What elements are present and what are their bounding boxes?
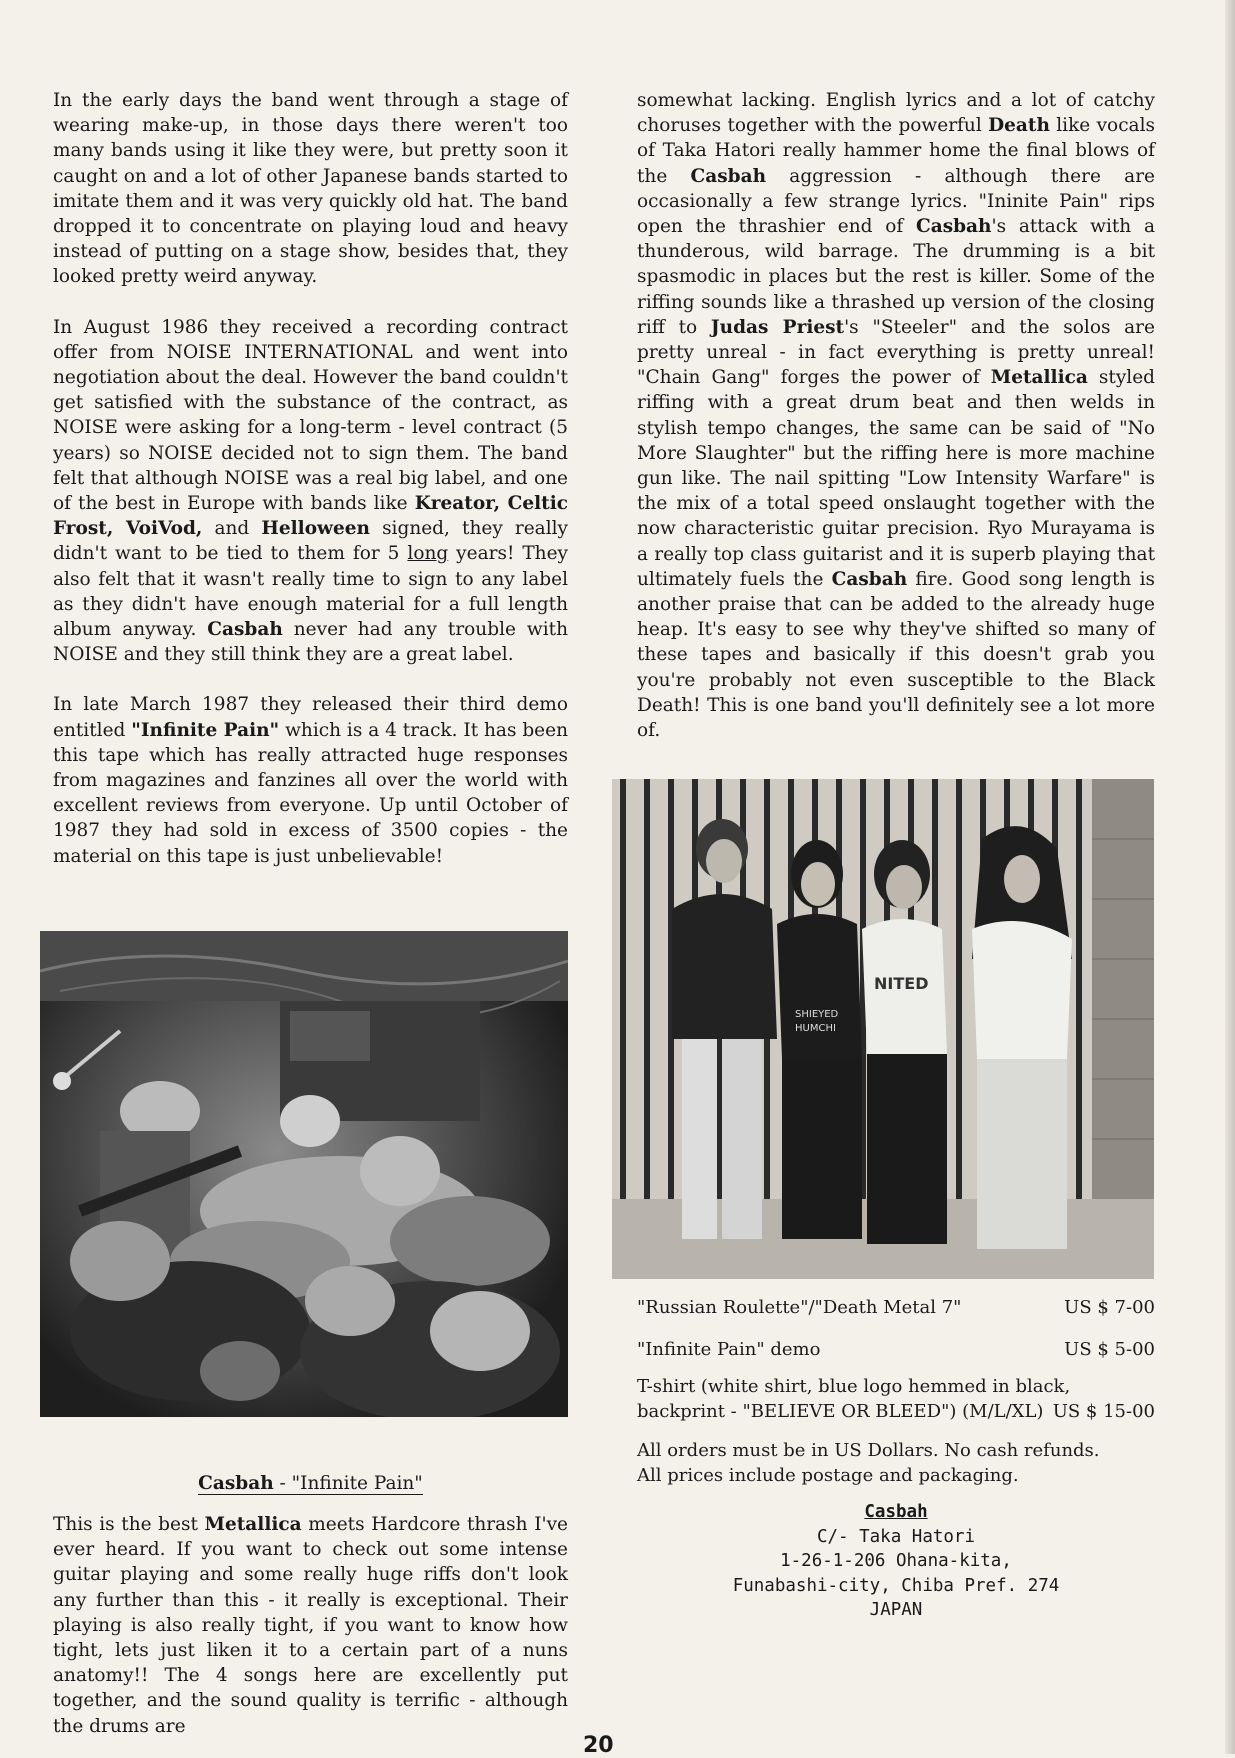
order-notes: All orders must be in US Dollars. No cash refunds. All prices include postage and packaging. [637, 1440, 1100, 1486]
review-heading: Casbah - "Infinite Pain" [198, 1473, 423, 1494]
address-name: Casbah [864, 1502, 928, 1522]
paragraph-infinite-pain: In late March 1987 they released their third demo entitled "Infinite Pain" which is a 4 track. It has been this tape which has really attracted huge responses from magazines and fanzines all over the world with excellent reviews from everyone. Up until October of 1987 they had sold in excess of 3500 copies - the material on this tape is just unbelievable! [53, 694, 568, 867]
price-demo: US $ 5-00 [1064, 1339, 1155, 1360]
right-column [637, 88, 1155, 743]
left-column [53, 88, 568, 869]
live-concert-illustration [40, 931, 568, 1417]
review-continued: somewhat lacking. English lyrics and a lot of catchy choruses together with the powerful Death like vocals of Taka Hatori really hammer home the final blows of the Casbah aggression - although there are occasionally a few strange lyrics. "Ininite Pain" rips open the thrashier end of Casbah's attack with a thunderous, wild barrage. The drumming is a bit spasmodic in places but the rest is killer. Some of the riffing sounds like a thrashed up version of the closing riff to Judas Priest's "Steeler" and the solos are pretty unreal - in fact everything is pretty unreal! "Chain Gang" forges the power of Metallica styled riffing with a great drum beat and then welds in stylish tempo changes, the same can be said of "No More Slaughter" but the riffing here is more machine gun like. The nail spitting "Low Intensity Warfare" is the mix of a total speed onslaught together with the now characteristic guitar precision. Ryo Murayama is a really top class guitarist and it is superb playing that ultimately fuels the Casbah fire. Good song length is another praise that can be added to the already huge heap. It's easy to see why they've shifted so many of these tapes and basically if this doesn't grab you you're probably not even susceptible to the Black Death! This is one band you'll definitely see a lot more of. [637, 90, 1155, 742]
paragraph-makeup: In the early days the band went through a stage of wearing make-up, in those days there weren't too many bands using it like they were, but pretty soon it caught on and a lot of other Japanese bands started to imitate them and it was very quickly old hat. The band dropped it to concentrate on playing loud and heavy instead of putting on a stage show, besides that, they looked pretty weird anyway. [53, 90, 568, 288]
contact-address: Casbah C/- Taka Hatori 1-26-1-206 Ohana-kita, Funabashi-city, Chiba Pref. 274 JAPAN [637, 1500, 1155, 1623]
band-group-illustration [612, 779, 1154, 1279]
order-item-tshirt-line2: backprint - "BELIEVE OR BLEED") (M/L/XL) US $ 15-00 [637, 1401, 1155, 1422]
order-item-demo: "Infinite Pain" demo US $ 5-00 [637, 1339, 1155, 1360]
review-body: This is the best Metallica meets Hardcore thrash I've ever heard. If you want to check out some intense guitar playing and some really huge riffs don't look any further than this - it really is exceptional. Their playing is also really tight, if you want to know how tight, lets just liken it to a certain part of a nuns anatomy!! The 4 songs here are excellently put together, and the sound quality is terrific - although the drums are [53, 1514, 568, 1737]
page-edge-shadow [1225, 0, 1235, 1754]
paragraph-noise-contract: In August 1986 they received a recording contract offer from NOISE INTERNATIONAL and went into negotiation about the deal. However the band couldn't get satisfied with the substance of the contract, as NOISE were asking for a long-term - level contract (5 years) so NOISE decided not to sign them. The band felt that although NOISE was a real big label, and one of the best in Europe with bands like Kreator, Celtic Frost, VoiVod, and Helloween signed, they really didn't want to be tied to them for 5 long years! They also felt that it wasn't really time to sign to any label as they didn't have enough material for a full length album anyway. Casbah never had any trouble with NOISE and they still think they are a great label. [53, 316, 568, 666]
shirt-print-1: SHIEYED [795, 1009, 839, 1020]
order-item-single: "Russian Roulette"/"Death Metal 7" US $ 7-00 [637, 1297, 1155, 1318]
shirt-print-2: HUMCHI [795, 1023, 836, 1034]
live-concert-photo [40, 931, 568, 1417]
page-number: 20 [583, 1733, 614, 1758]
price-single: US $ 7-00 [1064, 1297, 1155, 1318]
band-group-photo [612, 779, 1154, 1279]
order-item-tshirt-line1: T-shirt (white shirt, blue logo hemmed in black, [637, 1376, 1071, 1397]
price-tshirt: US $ 15-00 [1052, 1401, 1155, 1422]
shirt-print-3: NITED [874, 974, 929, 993]
